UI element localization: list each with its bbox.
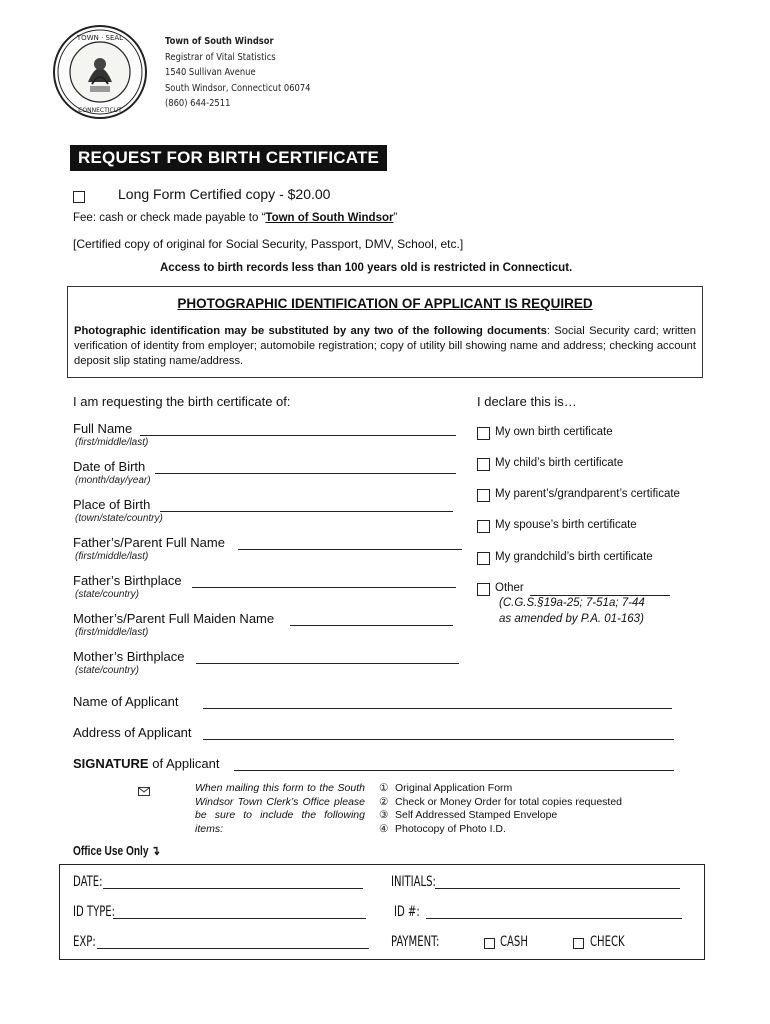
pob-hint: (town/state/country) xyxy=(75,513,163,524)
requesting-heading: I am requesting the birth certificate of: xyxy=(73,394,291,409)
mother-birthplace-label: Mother’s Birthplace xyxy=(73,649,185,664)
father-birthplace-hint: (state/country) xyxy=(75,589,139,600)
signature-rest: of Applicant xyxy=(148,756,220,771)
id-body-rest: : Social Security card; written verification of identity from employer; automobile registration; copy of utility bill showing name and address; checking account deposit slip stating name/address. xyxy=(74,325,697,367)
father-name-label: Father’s/Parent Full Name xyxy=(73,535,225,550)
mailing-item: ④ Photocopy of Photo I.D. xyxy=(379,822,506,835)
check-checkbox[interactable] xyxy=(573,938,584,949)
father-name-hint: (first/middle/last) xyxy=(75,551,149,562)
town-seal xyxy=(52,24,148,120)
id-body xyxy=(74,324,696,369)
registrar: Registrar of Vital Statistics xyxy=(165,51,276,63)
mailing-item: ① Original Application Form xyxy=(379,782,513,794)
address-line-2: South Windsor, Connecticut 06074 xyxy=(165,82,311,94)
option-grandchild-checkbox[interactable] xyxy=(477,552,490,565)
long-form-checkbox[interactable] xyxy=(73,191,85,203)
dob-field[interactable] xyxy=(155,473,456,474)
statute-line-1: (C.G.S.§19a-25; 7-51a; 7-44 xyxy=(499,597,645,609)
applicant-name-label: Name of Applicant xyxy=(73,694,179,709)
initials-field[interactable] xyxy=(435,888,680,889)
envelope-icon xyxy=(138,783,150,801)
mother-name-label: Mother’s/Parent Full Maiden Name xyxy=(73,611,275,626)
address-line-1: 1540 Sullivan Avenue xyxy=(165,67,256,78)
id-number-field[interactable] xyxy=(426,918,682,919)
pob-label: Place of Birth xyxy=(73,497,151,512)
cash-checkbox[interactable] xyxy=(484,938,495,949)
exp-field[interactable] xyxy=(97,948,369,949)
check-label: CHECK xyxy=(590,934,625,950)
pob-field[interactable] xyxy=(160,511,453,512)
dob-label: Date of Birth xyxy=(73,459,146,474)
option-child-label: My child’s birth certificate xyxy=(495,457,624,469)
initials-label: INITIALS: xyxy=(391,874,436,890)
declare-heading: I declare this is… xyxy=(477,394,577,409)
svg-text:TOWN · SEAL: TOWN · SEAL xyxy=(76,34,124,42)
father-birthplace-label: Father’s Birthplace xyxy=(73,573,182,588)
option-other-checkbox[interactable] xyxy=(477,583,490,596)
fee-payee: Town of South Windsor xyxy=(265,212,394,224)
option-own-checkbox[interactable] xyxy=(477,427,490,440)
applicant-address-field[interactable] xyxy=(203,739,674,740)
id-body-bold: Photographic identification may be substituted by any two of the following documents xyxy=(74,325,547,337)
fee-suffix: ” xyxy=(393,212,398,224)
applicant-address-label: Address of Applicant xyxy=(73,725,192,740)
id-number-label: ID #: xyxy=(394,904,420,920)
id-type-label: ID TYPE: xyxy=(73,904,116,920)
statute-line-2: as amended by P.A. 01-163) xyxy=(499,613,644,625)
applicant-signature-label xyxy=(73,756,219,771)
mother-birthplace-hint: (state/country) xyxy=(75,665,139,676)
full-name-label: Full Name xyxy=(73,421,133,436)
id-heading: PHOTOGRAPHIC IDENTIFICATION OF APPLICANT IS REQUIRED xyxy=(177,296,593,311)
id-requirement-box xyxy=(67,286,703,378)
signature-bold: SIGNATURE xyxy=(73,756,149,771)
office-name: Town of South Windsor xyxy=(165,36,274,47)
option-child-checkbox[interactable] xyxy=(477,458,490,471)
certified-note: [Certified copy of original for Social Security, Passport, DMV, School, etc.] xyxy=(73,237,464,251)
id-type-field[interactable] xyxy=(113,918,366,919)
mailing-note: When mailing this form to the South Windsor Town Clerk’s Office please be sure to include the following items: xyxy=(195,782,365,835)
svg-text:CONNECTICUT: CONNECTICUT xyxy=(78,107,122,114)
payment-label: PAYMENT: xyxy=(391,934,440,950)
option-other-label: Other xyxy=(495,582,524,594)
applicant-name-field[interactable] xyxy=(203,708,672,709)
full-name-hint: (first/middle/last) xyxy=(75,437,149,448)
mailing-item: ③ Self Addressed Stamped Envelope xyxy=(379,809,558,821)
option-grandchild-label: My grandchild’s birth certificate xyxy=(495,551,653,563)
father-name-field[interactable] xyxy=(238,549,462,550)
mailing-item: ② Check or Money Order for total copies requested xyxy=(379,795,623,808)
phone: (860) 644-2511 xyxy=(165,98,231,109)
option-spouse-checkbox[interactable] xyxy=(477,520,490,533)
applicant-signature-field[interactable] xyxy=(234,770,674,771)
cash-label: CASH xyxy=(500,934,528,950)
other-field[interactable] xyxy=(530,595,670,596)
mother-name-hint: (first/middle/last) xyxy=(75,627,149,638)
access-note: Access to birth records less than 100 years old is restricted in Connecticut. xyxy=(160,262,573,274)
office-use-heading: Office Use Only ↴ xyxy=(73,843,160,858)
date-field[interactable] xyxy=(103,888,363,889)
option-spouse-label: My spouse’s birth certificate xyxy=(495,519,637,531)
full-name-field[interactable] xyxy=(140,435,456,436)
exp-label: EXP: xyxy=(73,934,96,950)
option-parent-label: My parent’s/grandparent’s certificate xyxy=(495,488,680,500)
fee-prefix: Fee: cash or check made payable to “ xyxy=(73,212,266,224)
office-address-block xyxy=(165,34,311,112)
mother-name-field[interactable] xyxy=(290,625,453,626)
option-parent-checkbox[interactable] xyxy=(477,489,490,502)
form-title: REQUEST FOR BIRTH CERTIFICATE xyxy=(70,145,387,171)
mailing-items xyxy=(379,782,622,836)
fee-line xyxy=(73,212,397,224)
option-own-label: My own birth certificate xyxy=(495,426,613,438)
long-form-label: Long Form Certified copy - $20.00 xyxy=(118,186,331,202)
father-birthplace-field[interactable] xyxy=(192,587,456,588)
dob-hint: (month/day/year) xyxy=(75,475,151,486)
mother-birthplace-field[interactable] xyxy=(196,663,459,664)
date-label: DATE: xyxy=(73,874,103,890)
down-arrow-icon: ↴ xyxy=(151,843,160,858)
office-use-box xyxy=(59,864,705,960)
